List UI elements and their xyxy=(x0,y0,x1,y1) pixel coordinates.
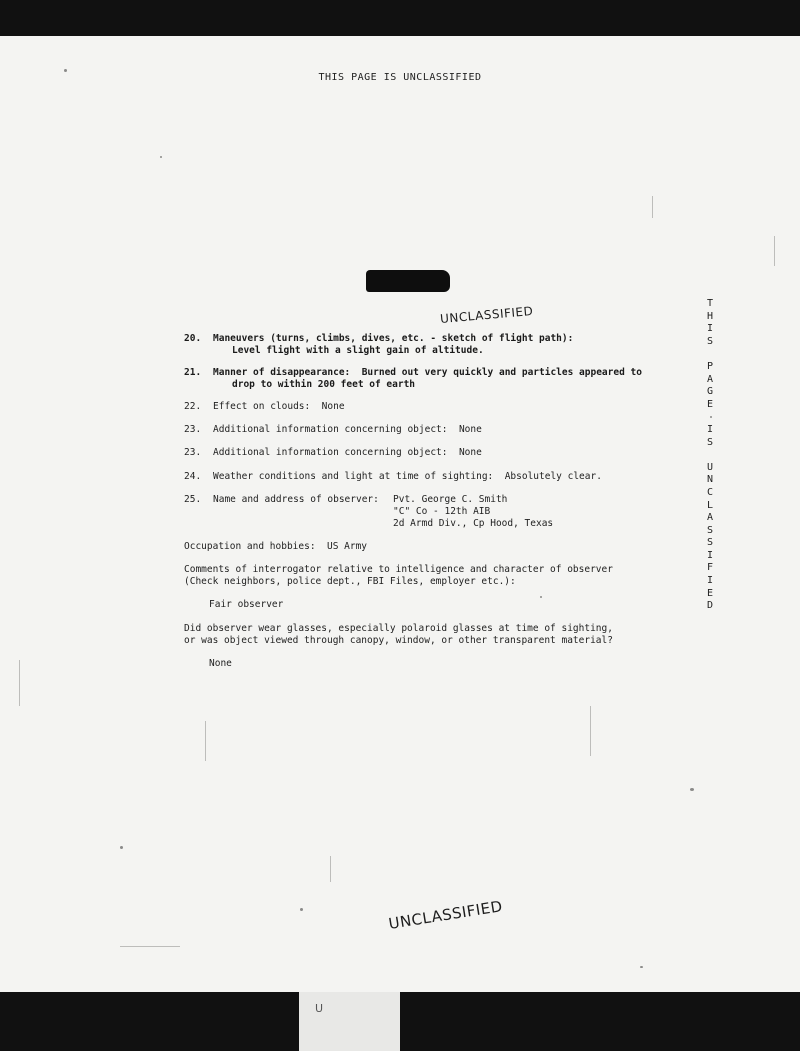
side-letter: H xyxy=(706,310,714,322)
side-letter: S xyxy=(706,335,714,347)
item-23b-number: 23. xyxy=(184,447,202,458)
side-letter: A xyxy=(706,373,714,385)
side-letter: I xyxy=(706,575,714,587)
item-20-number: 20. xyxy=(184,333,202,344)
scan-artifact xyxy=(652,196,653,218)
item-21-text-cont: drop to within 200 feet of earth xyxy=(232,379,416,390)
scan-speck xyxy=(540,596,542,598)
document-page xyxy=(0,36,800,992)
item-23-text: Additional information concerning object: None xyxy=(213,424,482,435)
side-letter: E xyxy=(706,398,714,410)
side-gap xyxy=(703,348,717,361)
unclassified-stamp-top: UNCLASSIFIED xyxy=(439,303,534,327)
side-letter: U xyxy=(706,461,714,473)
header-classification: THIS PAGE IS UNCLASSIFIED xyxy=(318,72,482,83)
scan-artifact xyxy=(19,660,20,706)
scan-speck xyxy=(690,788,694,791)
redaction-block xyxy=(366,270,450,292)
scan-artifact xyxy=(774,236,775,266)
scan-speck xyxy=(710,416,712,418)
item-24-text: Weather conditions and light at time of sighting: Absolutely clear. xyxy=(213,471,602,482)
side-letter: N xyxy=(706,474,714,486)
observer-assessment: Fair observer xyxy=(209,599,284,610)
side-letter: P xyxy=(706,360,714,372)
comments-line-1: Comments of interrogator relative to intelligence and character of observer xyxy=(184,564,613,575)
glasses-answer: None xyxy=(209,658,232,669)
item-25-text: Name and address of observer: xyxy=(213,494,379,505)
side-letter: A xyxy=(706,512,714,524)
item-22-number: 22. xyxy=(184,401,202,412)
bottom-film-tab xyxy=(299,992,400,1051)
side-letter: T xyxy=(706,298,714,309)
scan-speck xyxy=(120,846,123,849)
comments-line-2: (Check neighbors, police dept., FBI Files, employer etc.): xyxy=(184,576,516,587)
item-23b-text: Additional information concerning object: None xyxy=(213,447,482,458)
side-letter: I xyxy=(706,549,714,561)
side-letter: I xyxy=(706,323,714,335)
item-20-text-cont: Level flight with a slight gain of altitude. xyxy=(232,345,484,356)
occupation-line: Occupation and hobbies: US Army xyxy=(184,541,368,552)
side-letter: E xyxy=(706,587,714,599)
scan-speck xyxy=(300,908,303,911)
side-letter: C xyxy=(706,486,714,498)
observer-address-line-2: "C" Co - 12th AIB xyxy=(393,506,491,517)
side-letter: G xyxy=(706,386,714,398)
item-21-number: 21. xyxy=(184,367,202,378)
unclassified-stamp-bottom: UNCLASSIFIED xyxy=(387,897,504,933)
item-21-text: Manner of disappearance: Burned out very quickly and particles appeared to xyxy=(213,367,642,378)
side-letter: S xyxy=(706,537,714,549)
scan-speck xyxy=(64,69,67,72)
item-20-text: Maneuvers (turns, climbs, dives, etc. - sketch of flight path): xyxy=(213,333,574,344)
side-letter: D xyxy=(706,600,714,612)
glasses-question-line-2: or was object viewed through canopy, window, or other transparent material? xyxy=(184,635,613,646)
side-letter: L xyxy=(706,499,714,511)
scan-artifact xyxy=(590,706,591,756)
glasses-question-line-1: Did observer wear glasses, especially polaroid glasses at time of sighting, xyxy=(184,623,613,634)
side-letter: F xyxy=(706,562,714,574)
item-22-text: Effect on clouds: None xyxy=(213,401,345,412)
scan-artifact xyxy=(120,946,180,947)
bottom-mark: U xyxy=(315,1002,324,1015)
side-letter: S xyxy=(706,524,714,536)
item-24-number: 24. xyxy=(184,471,202,482)
observer-address-line-3: 2d Armd Div., Cp Hood, Texas xyxy=(393,518,554,529)
scan-artifact xyxy=(205,721,206,761)
observer-address-line-1: Pvt. George C. Smith xyxy=(393,494,508,505)
side-letter: I xyxy=(706,423,714,435)
scan-speck xyxy=(160,156,162,158)
item-25-number: 25. xyxy=(184,494,202,505)
scan-artifact xyxy=(330,856,331,882)
scan-speck xyxy=(640,966,643,968)
item-23-number: 23. xyxy=(184,424,202,435)
side-gap xyxy=(703,449,717,462)
side-classification-text xyxy=(703,298,717,613)
side-letter: S xyxy=(706,436,714,448)
